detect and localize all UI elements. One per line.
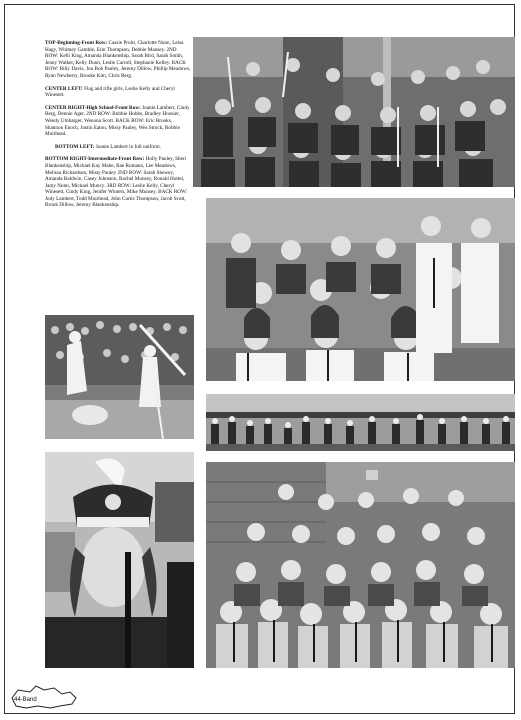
photo-flag-rifle-girls xyxy=(45,315,194,439)
caption-bottom-right xyxy=(45,156,191,209)
caption-text: Holly Pauley, Sheri Blankenship, Michael Kay Mabe, Rae Romano, Lee Meadows, Melissa Richardson, Misty Pauley 2ND ROW: Sarah Shewey, Amanda Baldwin, Casey Johnston, Rachel Munsey, Ronald Hottel, Jamy Nunn, Michael Muncy. 3RD ROW: Leslie Kelly, Cheryl Winesett, Cindy King, Jenifer Winters, Mike Munsey. BACK ROW: Jody Lambert, Todd Muirhead, John Curtis Thompson, Jacob Scott, Brook Dillow, Jeremy Blankenship. xyxy=(45,156,188,209)
caption-text: Joanie Lambert in full uniform. xyxy=(94,143,162,150)
photo-full-uniform-image xyxy=(45,452,194,668)
photo-beginning-band xyxy=(193,37,515,187)
caption-text: Cassie Pruitt, Charlotte Nunn, Leisa Hagy, Whitney Gamble, Erin Thompson, Debbie Mansey. 2ND ROW: Kelli King, Amanda Blankenship, Sarah Bird, Sarah Smith, Jenny Walker, Kelly Dunn, Leslie Carroll, Stephanie Kelley. BACK ROW: Billy Davis, Jon Bob Pauley, Jeremy Dillow, Phillip Meadows, Ryan Newberry, Brooke Kim, Chris Berg. xyxy=(45,40,191,79)
caption-label: BOTTOM LEFT: xyxy=(55,143,95,150)
caption-top-left xyxy=(45,40,191,80)
caption-label: CENTER LEFT: xyxy=(45,85,83,92)
photo-beginning-band-image xyxy=(193,37,515,187)
photo-full-uniform xyxy=(45,452,194,668)
photo-intermediate-band-image xyxy=(206,462,515,668)
photo-intermediate-band xyxy=(206,462,515,668)
caption-label: BOTTOM RIGHT-Intermediate-Front Row: xyxy=(45,156,145,163)
caption-label: TOP-Beginning-Front Row: xyxy=(45,40,108,46)
page-folio: 44-Band xyxy=(14,697,37,703)
photo-high-school-band xyxy=(206,198,515,381)
caption-text: Flag and rifle girls, Leslie Kelly and Cheryl Winesett. xyxy=(45,85,175,99)
caption-label: CENTER RIGHT-High School-Front Row: xyxy=(45,104,141,111)
caption-text: Joanie Lambert, Cindy Berg, Dennie Ager. 2ND ROW: Bobbie Hobbs, Bradley Hoosier, Wendy Umbarger, Wenona Scott. BACK ROW: Eric Brooks, Shannon Enoch, Justin Eaton, Missy Pauley, Wes Strock, Robbie Muirhead. xyxy=(45,104,190,138)
caption-bottom-left xyxy=(45,144,191,151)
photo-high-school-band-image xyxy=(206,198,515,381)
photo-flag-rifle-girls-image xyxy=(45,315,194,439)
caption-center-right xyxy=(45,105,191,138)
caption-column xyxy=(45,40,191,215)
caption-center-left xyxy=(45,86,191,99)
photo-band-panorama-image xyxy=(206,394,515,451)
photo-band-panorama xyxy=(206,394,515,451)
